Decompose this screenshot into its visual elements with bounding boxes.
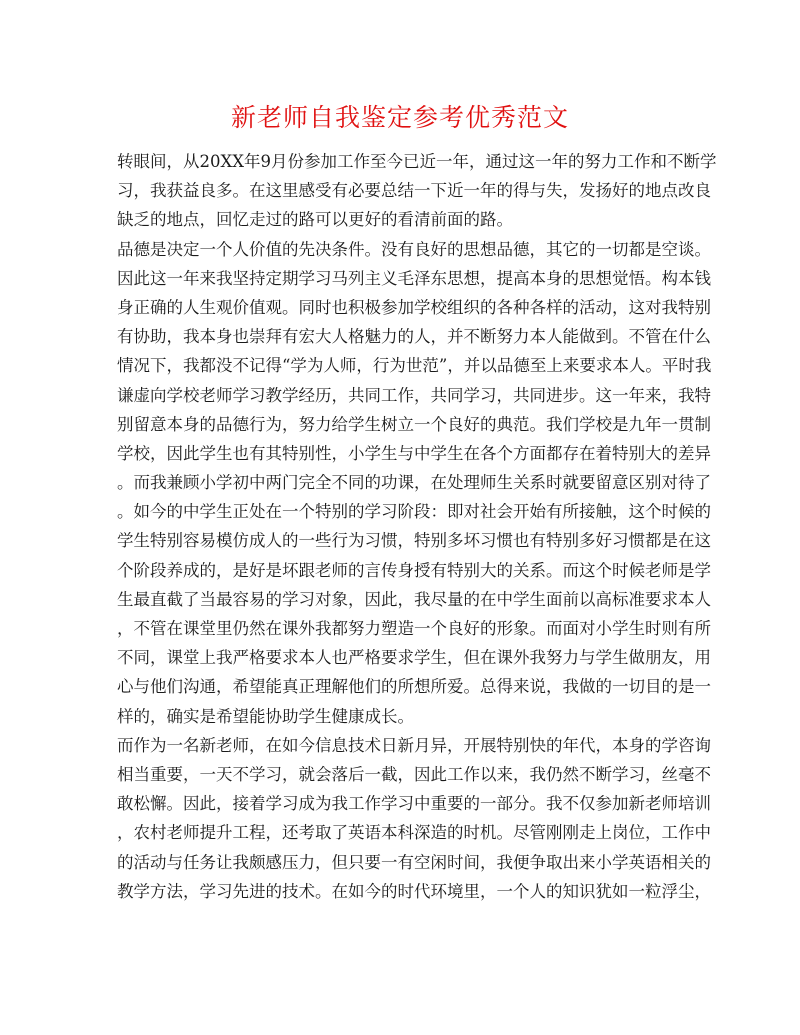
text-line: 学生特别容易模仿成人的一些行为习惯，特别多坏习惯也有特别多好习惯都是在这 — [117, 531, 711, 551]
text-line: 有协助，我本身也崇拜有宏大人格魅力的人，并不断努力本人能做到。不管在什么 — [117, 327, 711, 347]
text-line: 不同，课堂上我严格要求本人也严格要求学生，但在课外我努力与学生做朋友，用 — [117, 648, 711, 668]
paragraph — [117, 731, 711, 906]
text-line: 个阶段养成的，是好是坏跟老师的言传身授有特别大的关系。而这个时候老师是学 — [117, 560, 711, 580]
text-line: 习，我获益良多。在这里感受有必要总结一下近一年的得与失，发扬好的地点改良 — [117, 181, 711, 201]
text-line: 品德是决定一个人价值的先决条件。没有良好的思想品德，其它的一切都是空谈。 — [117, 239, 711, 259]
text-line: 。而我兼顾小学初中两门完全不同的功课，在处理师生关系时就要留意区别对待了 — [117, 473, 711, 493]
text-line: 样的，确实是希望能协助学生健康成长。 — [117, 706, 414, 726]
text-line: 。如今的中学生正处在一个特别的学习阶段：即对社会开始有所接触，这个时候的 — [117, 502, 711, 522]
text-line: 缺乏的地点，回忆走过的路可以更好的看清前面的路。 — [117, 210, 513, 230]
text-line: 心与他们沟通，希望能真正理解他们的所想所爱。总得来说，我做的一切目的是一 — [117, 677, 711, 697]
text-line: 敢松懈。因此，接着学习成为我工作学习中重要的一部分。我不仅参加新老师培训 — [117, 794, 711, 814]
text-line: 转眼间，从20XX年9月份参加工作至今已近一年，通过这一年的努力工作和不断学 — [117, 152, 717, 171]
text-line: 情况下，我都没不记得“学为人师，行为世范”，并以品德至上来要求本人。平时我 — [117, 356, 712, 376]
text-line: ，农村老师提升工程，还考取了英语本科深造的时机。尽管刚刚走上岗位，工作中 — [117, 823, 711, 843]
text-line: 生最直截了当最容易的学习对象，因此，我尽量的在中学生面前以高标准要求本人 — [117, 589, 711, 609]
text-line: 身正确的人生观价值观。同时也积极参加学校组织的各种各样的活动，这对我特别 — [117, 297, 711, 317]
text-line: 相当重要，一天不学习，就会落后一截，因此工作以来，我仍然不断学习，丝毫不 — [117, 764, 711, 784]
text-line: ，不管在课堂里仍然在课外我都努力塑造一个良好的形象。而面对小学生时则有所 — [117, 619, 711, 638]
paragraph — [117, 235, 712, 731]
text-line: 学校，因此学生也有其特别性，小学生与中学生在各个方面都存在着特别大的差异 — [117, 443, 711, 463]
text-line: 教学方法，学习先进的技术。在如今的时代环境里，一个人的知识犹如一粒浮尘， — [117, 881, 711, 901]
document-body — [117, 147, 717, 906]
text-line: 因此这一年来我坚持定期学习马列主义毛泽东思想，提高本身的思想觉悟。构本钱 — [117, 268, 711, 288]
text-line: 别留意本身的品德行为，努力给学生树立一个良好的典范。我们学校是九年一贯制 — [117, 414, 711, 434]
document-title: 新老师自我鉴定参考优秀范文 — [230, 103, 569, 132]
text-line: 的活动与任务让我颇感压力，但只要一有空闲时间，我便争取出来小学英语相关的 — [117, 852, 711, 872]
text-line: 而作为一名新老师，在如今信息技术日新月异，开展特别快的年代，本身的学咨询 — [117, 735, 711, 755]
text-line: 谦虚向学校老师学习教学经历，共同工作，共同学习，共同进步。这一年来，我特 — [117, 385, 711, 405]
paragraph — [117, 147, 717, 235]
